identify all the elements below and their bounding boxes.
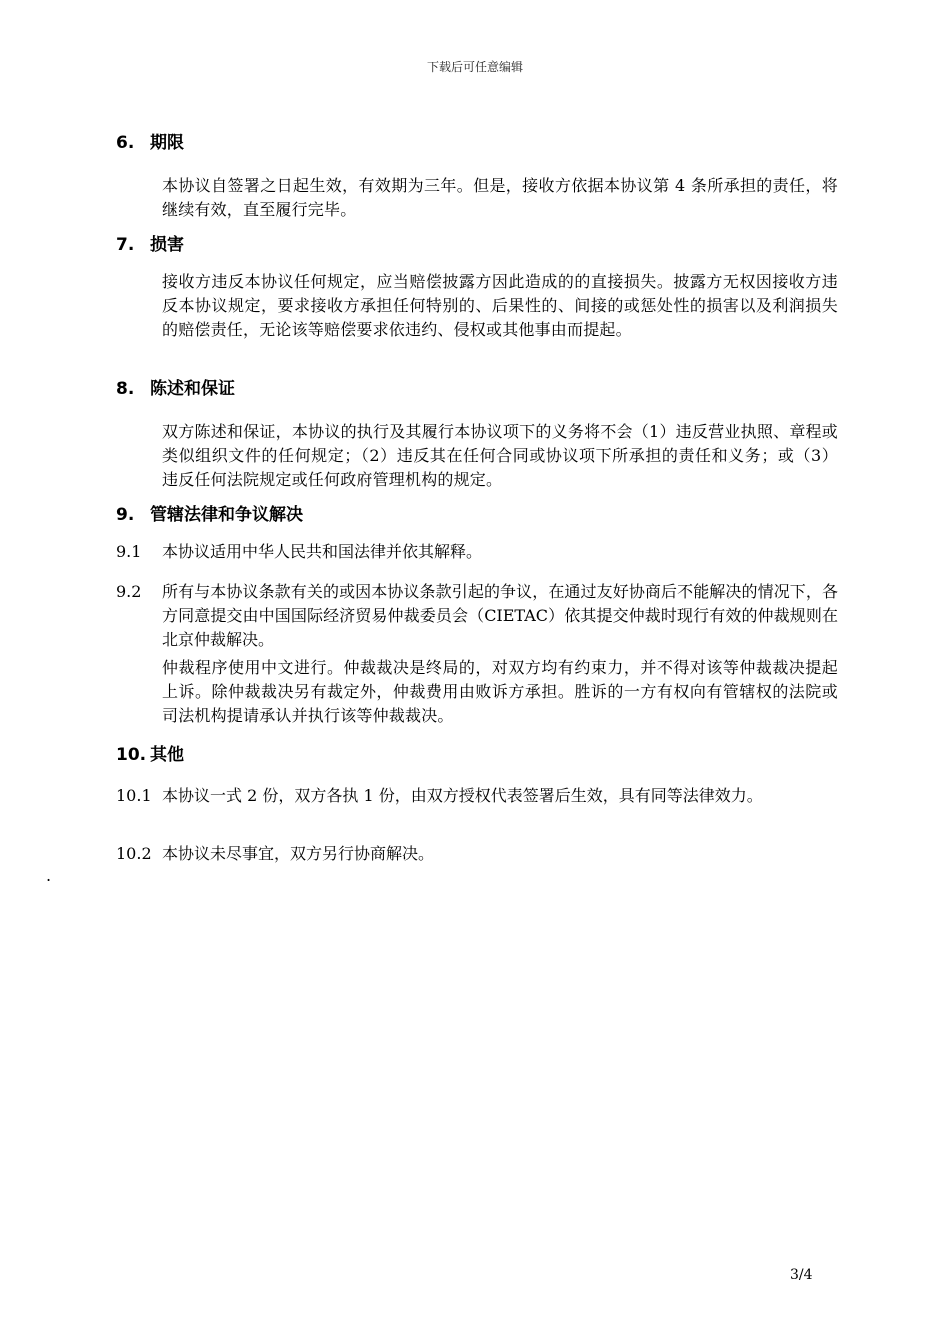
stray-mark: . <box>46 866 52 885</box>
section-heading-9 <box>116 504 303 526</box>
section-9-arbitration-paragraph: 仲裁程序使用中文进行。仲裁裁决是终局的，对双方均有约束力，并不得对该等仲裁裁决提起上诉。除仲裁裁决另有裁定外，仲裁费用由败诉方承担。胜诉的一方有权向有管辖权的法院或司法机构提请承认并执行该等仲裁裁决。 <box>162 658 838 725</box>
section-heading-6 <box>116 132 184 154</box>
clause-number: 10.2 <box>116 844 152 863</box>
clause-number: 10.1 <box>116 786 152 805</box>
clause-10-1 <box>116 784 838 808</box>
section-title: 损害 <box>150 235 184 255</box>
section-heading-7 <box>116 234 184 256</box>
clause-text: 所有与本协议条款有关的或因本协议条款引起的争议，在通过友好协商后不能解决的情况下，各方同意提交由中国国际经济贸易仲裁委员会（CIETAC）依其提交仲裁时现行有效的仲裁规则在北京仲裁解决。 <box>162 582 838 649</box>
clause-number: 9.2 <box>116 582 142 601</box>
section-title: 管辖法律和争议解决 <box>150 505 303 525</box>
clause-9-2 <box>116 580 838 652</box>
clause-number: 9.1 <box>116 542 142 561</box>
section-number: 6. <box>116 133 135 153</box>
section-8-paragraph: 双方陈述和保证，本协议的执行及其履行本协议项下的义务将不会（1）违反营业执照、章程或类似组织文件的任何规定；（2）违反其在任何合同或协议项下所承担的责任和义务；或（3）违反任何法院规定或任何政府管理机构的规定。 <box>162 422 838 489</box>
clause-text: 本协议未尽事宜，双方另行协商解决。 <box>162 844 435 863</box>
clause-text: 本协议一式 2 份，双方各执 1 份，由双方授权代表签署后生效，具有同等法律效力。 <box>162 786 763 805</box>
section-7-paragraph: 接收方违反本协议任何规定，应当赔偿披露方因此造成的的直接损失。披露方无权因接收方违反本协议规定，要求接收方承担任何特别的、后果性的、间接的或惩处性的损害以及利润损失的赔偿责任，无论该等赔偿要求依违约、侵权或其他事由而提起。 <box>162 272 838 339</box>
page-header: 下载后可任意编辑 <box>426 60 523 74</box>
section-number: 7. <box>116 235 135 255</box>
section-6-paragraph: 本协议自签署之日起生效，有效期为三年。但是，接收方依据本协议第 4 条所承担的责任，将继续有效，直至履行完毕。 <box>162 176 838 219</box>
clause-10-2 <box>116 842 838 866</box>
section-title: 期限 <box>150 133 184 153</box>
section-title: 其他 <box>150 745 184 765</box>
page-number: 3/4 <box>790 1267 813 1283</box>
clause-text: 本协议适用中华人民共和国法律并依其解释。 <box>162 542 483 561</box>
clause-9-1 <box>116 540 838 564</box>
section-number: 10. <box>116 745 147 765</box>
section-heading-10 <box>116 744 184 766</box>
section-heading-8 <box>116 378 235 400</box>
section-title: 陈述和保证 <box>150 379 235 399</box>
section-number: 8. <box>116 379 135 399</box>
section-number: 9. <box>116 505 135 525</box>
